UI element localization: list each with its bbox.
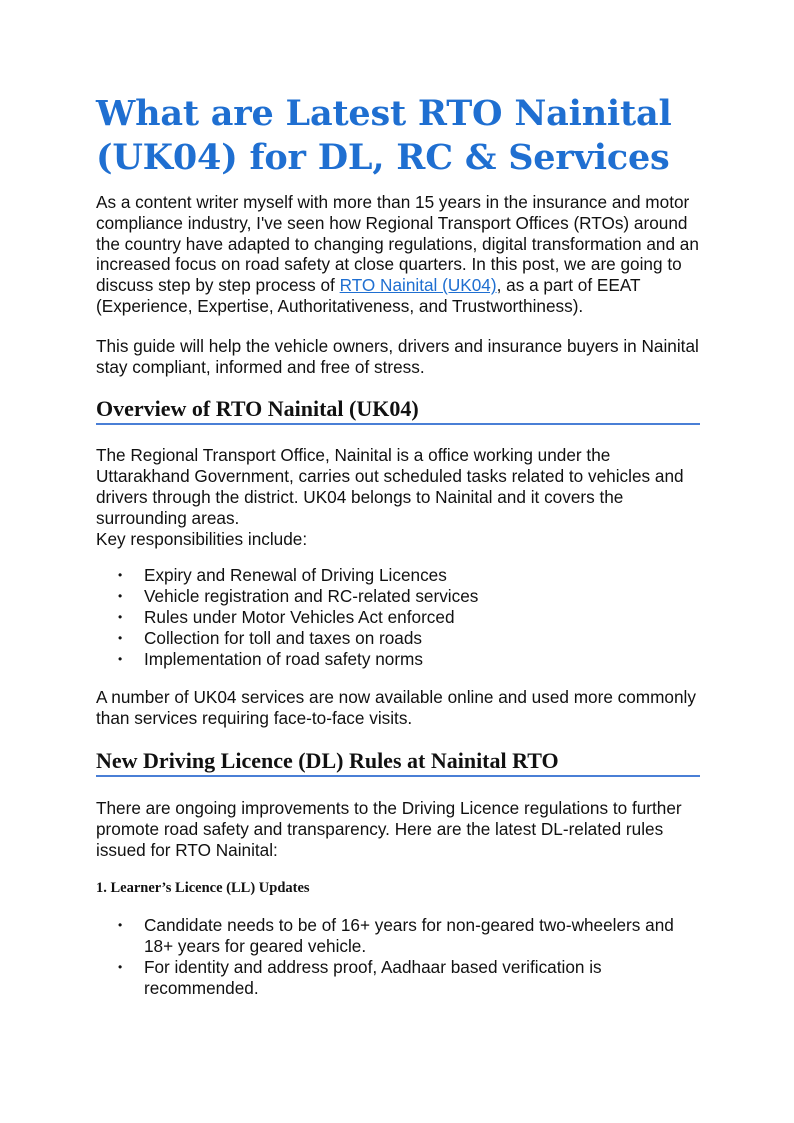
list-item-text: Candidate needs to be of 16+ years for non-geared two-wheelers and 18+ years for geared vehicle. (144, 915, 674, 957)
list-item (96, 628, 700, 649)
bullet-icon: • (118, 568, 123, 583)
bullet-icon: • (118, 651, 123, 666)
list-item (96, 915, 700, 957)
bullet-icon: • (118, 630, 123, 645)
intro-paragraph (96, 192, 700, 317)
list-item-text: Vehicle registration and RC-related services (144, 586, 479, 607)
bullet-icon: • (118, 589, 123, 604)
list-item (96, 649, 700, 670)
intro-text-end: , as a part of EEAT (Experience, Expertise, Authoritativeness, and Trustworthiness). (96, 275, 641, 316)
document-page (96, 92, 700, 999)
learners-licence-list (96, 915, 700, 998)
learners-licence-subheading: 1. Learner’s Licence (LL) Updates (96, 880, 310, 897)
online-services-paragraph: A number of UK04 services are now available online and used more commonly than services requiring face-to-face visits. (96, 687, 696, 729)
list-item (96, 957, 700, 999)
list-item-text: Expiry and Renewal of Driving Licences (144, 565, 447, 586)
list-item-text: For identity and address proof, Aadhaar based verification is recommended. (144, 956, 602, 998)
dl-rules-heading: New Driving Licence (DL) Rules at Nainital RTO (96, 748, 700, 777)
list-item-text: Implementation of road safety norms (144, 648, 423, 669)
overview-paragraph: The Regional Transport Office, Nainital is a office working under the Uttarakhand Government, carries out scheduled tasks related to vehicles and drivers through the district. UK04 belongs to Nainital and it covers the surrounding areas. (96, 445, 684, 528)
responsibilities-list (96, 565, 700, 669)
bullet-icon: • (118, 959, 123, 974)
dl-rules-paragraph: There are ongoing improvements to the Driving Licence regulations to further promote road safety and transparency. Here are the latest DL-related rules issued for RTO Nainital: (96, 797, 682, 860)
rto-nainital-link[interactable]: RTO Nainital (UK04) (339, 275, 497, 296)
key-responsibilities-label: Key responsibilities include: (96, 528, 308, 549)
intro-text: As a content writer myself with more than 15 years in the insurance and motor compliance industry, I've seen how Regional Transport Offices (RTOs) around the country have adapted to changing regulations, digital transformation and an increased focus on road safety at close quarters. In this post, we are going to discuss step by step process of (96, 192, 699, 296)
list-item-text: Collection for toll and taxes on roads (144, 627, 423, 648)
list-item (96, 607, 700, 628)
page-title: What are Latest RTO Nainital (UK04) for DL, RC & Services (96, 93, 672, 178)
overview-heading: Overview of RTO Nainital (UK04) (96, 396, 700, 425)
bullet-icon: • (118, 918, 123, 933)
list-item (96, 565, 700, 586)
guide-paragraph: This guide will help the vehicle owners, drivers and insurance buyers in Nainital stay compliant, informed and free of stress. (96, 335, 699, 377)
list-item-text: Rules under Motor Vehicles Act enforced (144, 606, 455, 627)
list-item (96, 586, 700, 607)
bullet-icon: • (118, 609, 123, 624)
